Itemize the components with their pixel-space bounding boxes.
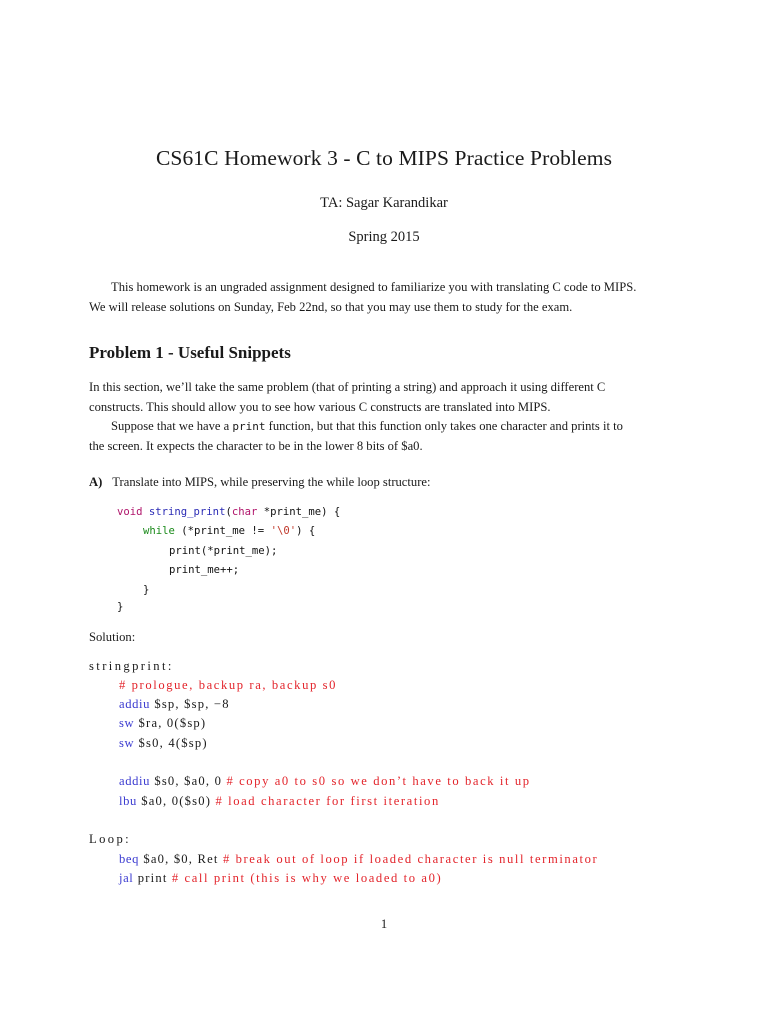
- p2-pre: Suppose that we have a: [111, 419, 233, 433]
- asm-line-4: [119, 774, 531, 789]
- asm-label-stringprint: [89, 659, 174, 674]
- c-cond: (*print_me !=: [174, 525, 271, 537]
- asm-args: $a0, 0($s0): [136, 794, 216, 808]
- asm-comment: # prologue, backup ra, backup s0: [119, 678, 338, 692]
- asm-opcode: addiu: [119, 697, 150, 711]
- document-title: CS61C Homework 3 - C to MIPS Practice Problems: [155, 146, 613, 170]
- c-line-1: [117, 506, 340, 518]
- asm-opcode: addiu: [119, 774, 150, 788]
- asm-args: $a0, $0, Ret: [138, 852, 223, 866]
- c-paren: (: [225, 506, 232, 518]
- problem-para-1-line-1: In this section, we’ll take the same problem (that of printing a string) and approach it using different C: [89, 380, 606, 394]
- asm-label-text: Loop:: [89, 832, 132, 846]
- problem-para-2-line-1: [89, 416, 681, 437]
- part-a-prompt: [89, 475, 430, 490]
- c-function-name: string_print: [148, 506, 226, 518]
- p2-post: function, but that this function only takes one character and prints it to: [265, 419, 623, 433]
- c-line-4: print_me++;: [169, 564, 240, 576]
- asm-line-2: [119, 716, 206, 731]
- problem-para-2-line-2: the screen. It expects the character to be in the lower 8 bits of $a0.: [89, 439, 423, 453]
- asm-opcode: lbu: [119, 794, 137, 808]
- asm-opcode: jal: [119, 871, 134, 885]
- asm-comment-line: [119, 678, 337, 693]
- part-a-label: A): [89, 475, 103, 489]
- page-number: 1: [380, 917, 388, 931]
- asm-line-3: [119, 736, 208, 751]
- asm-args: $s0, $a0, 0: [149, 774, 227, 788]
- c-line-2: [143, 525, 315, 537]
- c-line-6: }: [117, 601, 124, 613]
- asm-args: print: [133, 871, 172, 885]
- asm-comment: # load character for first iteration: [215, 794, 440, 808]
- c-line-3: print(*print_me);: [169, 545, 278, 557]
- asm-opcode: sw: [119, 736, 135, 750]
- asm-opcode: beq: [119, 852, 139, 866]
- asm-comment: # call print (this is why we loaded to a0): [171, 871, 443, 885]
- asm-args: $sp, $sp, −8: [149, 697, 230, 711]
- asm-line-7: [119, 871, 442, 886]
- author-line: TA: Sagar Karandikar: [320, 195, 448, 211]
- c-params: *print_me) {: [257, 506, 341, 518]
- part-a-text: Translate into MIPS, while preserving the while loop structure:: [112, 475, 431, 489]
- c-char-literal: '\0': [270, 525, 297, 537]
- asm-opcode: sw: [119, 716, 135, 730]
- c-type: char: [231, 506, 258, 518]
- c-while-keyword: while: [143, 525, 175, 537]
- intro-line-1: This homework is an ungraded assignment designed to familiarize you with translating C code to MIPS.: [111, 280, 637, 294]
- asm-line-5: [119, 794, 440, 809]
- problem-para-1-line-2: constructs. This should allow you to see how various C constructs are translated into MIPS.: [89, 400, 551, 414]
- asm-line-6: [119, 852, 598, 867]
- inline-code-print: print: [232, 420, 266, 433]
- asm-comment: # break out of loop if loaded character is null terminator: [222, 852, 599, 866]
- term-line: Spring 2015: [348, 229, 420, 245]
- c-line-5: }: [143, 584, 150, 596]
- c-cond-end: ) {: [296, 525, 316, 537]
- solution-label: Solution:: [89, 630, 136, 644]
- asm-args: $ra, 0($sp): [134, 716, 207, 730]
- asm-comment: # copy a0 to s0 so we don’t have to back it up: [226, 774, 531, 788]
- asm-line-1: [119, 697, 230, 712]
- c-keyword: void: [117, 506, 143, 518]
- asm-args: $s0, 4($sp): [134, 736, 208, 750]
- intro-line-2: We will release solutions on Sunday, Feb 22nd, so that you may use them to study for the exam.: [89, 300, 573, 314]
- asm-label-text: stringprint:: [89, 659, 174, 673]
- problem-heading: Problem 1 - Useful Snippets: [89, 343, 291, 362]
- asm-label-loop: [89, 832, 131, 847]
